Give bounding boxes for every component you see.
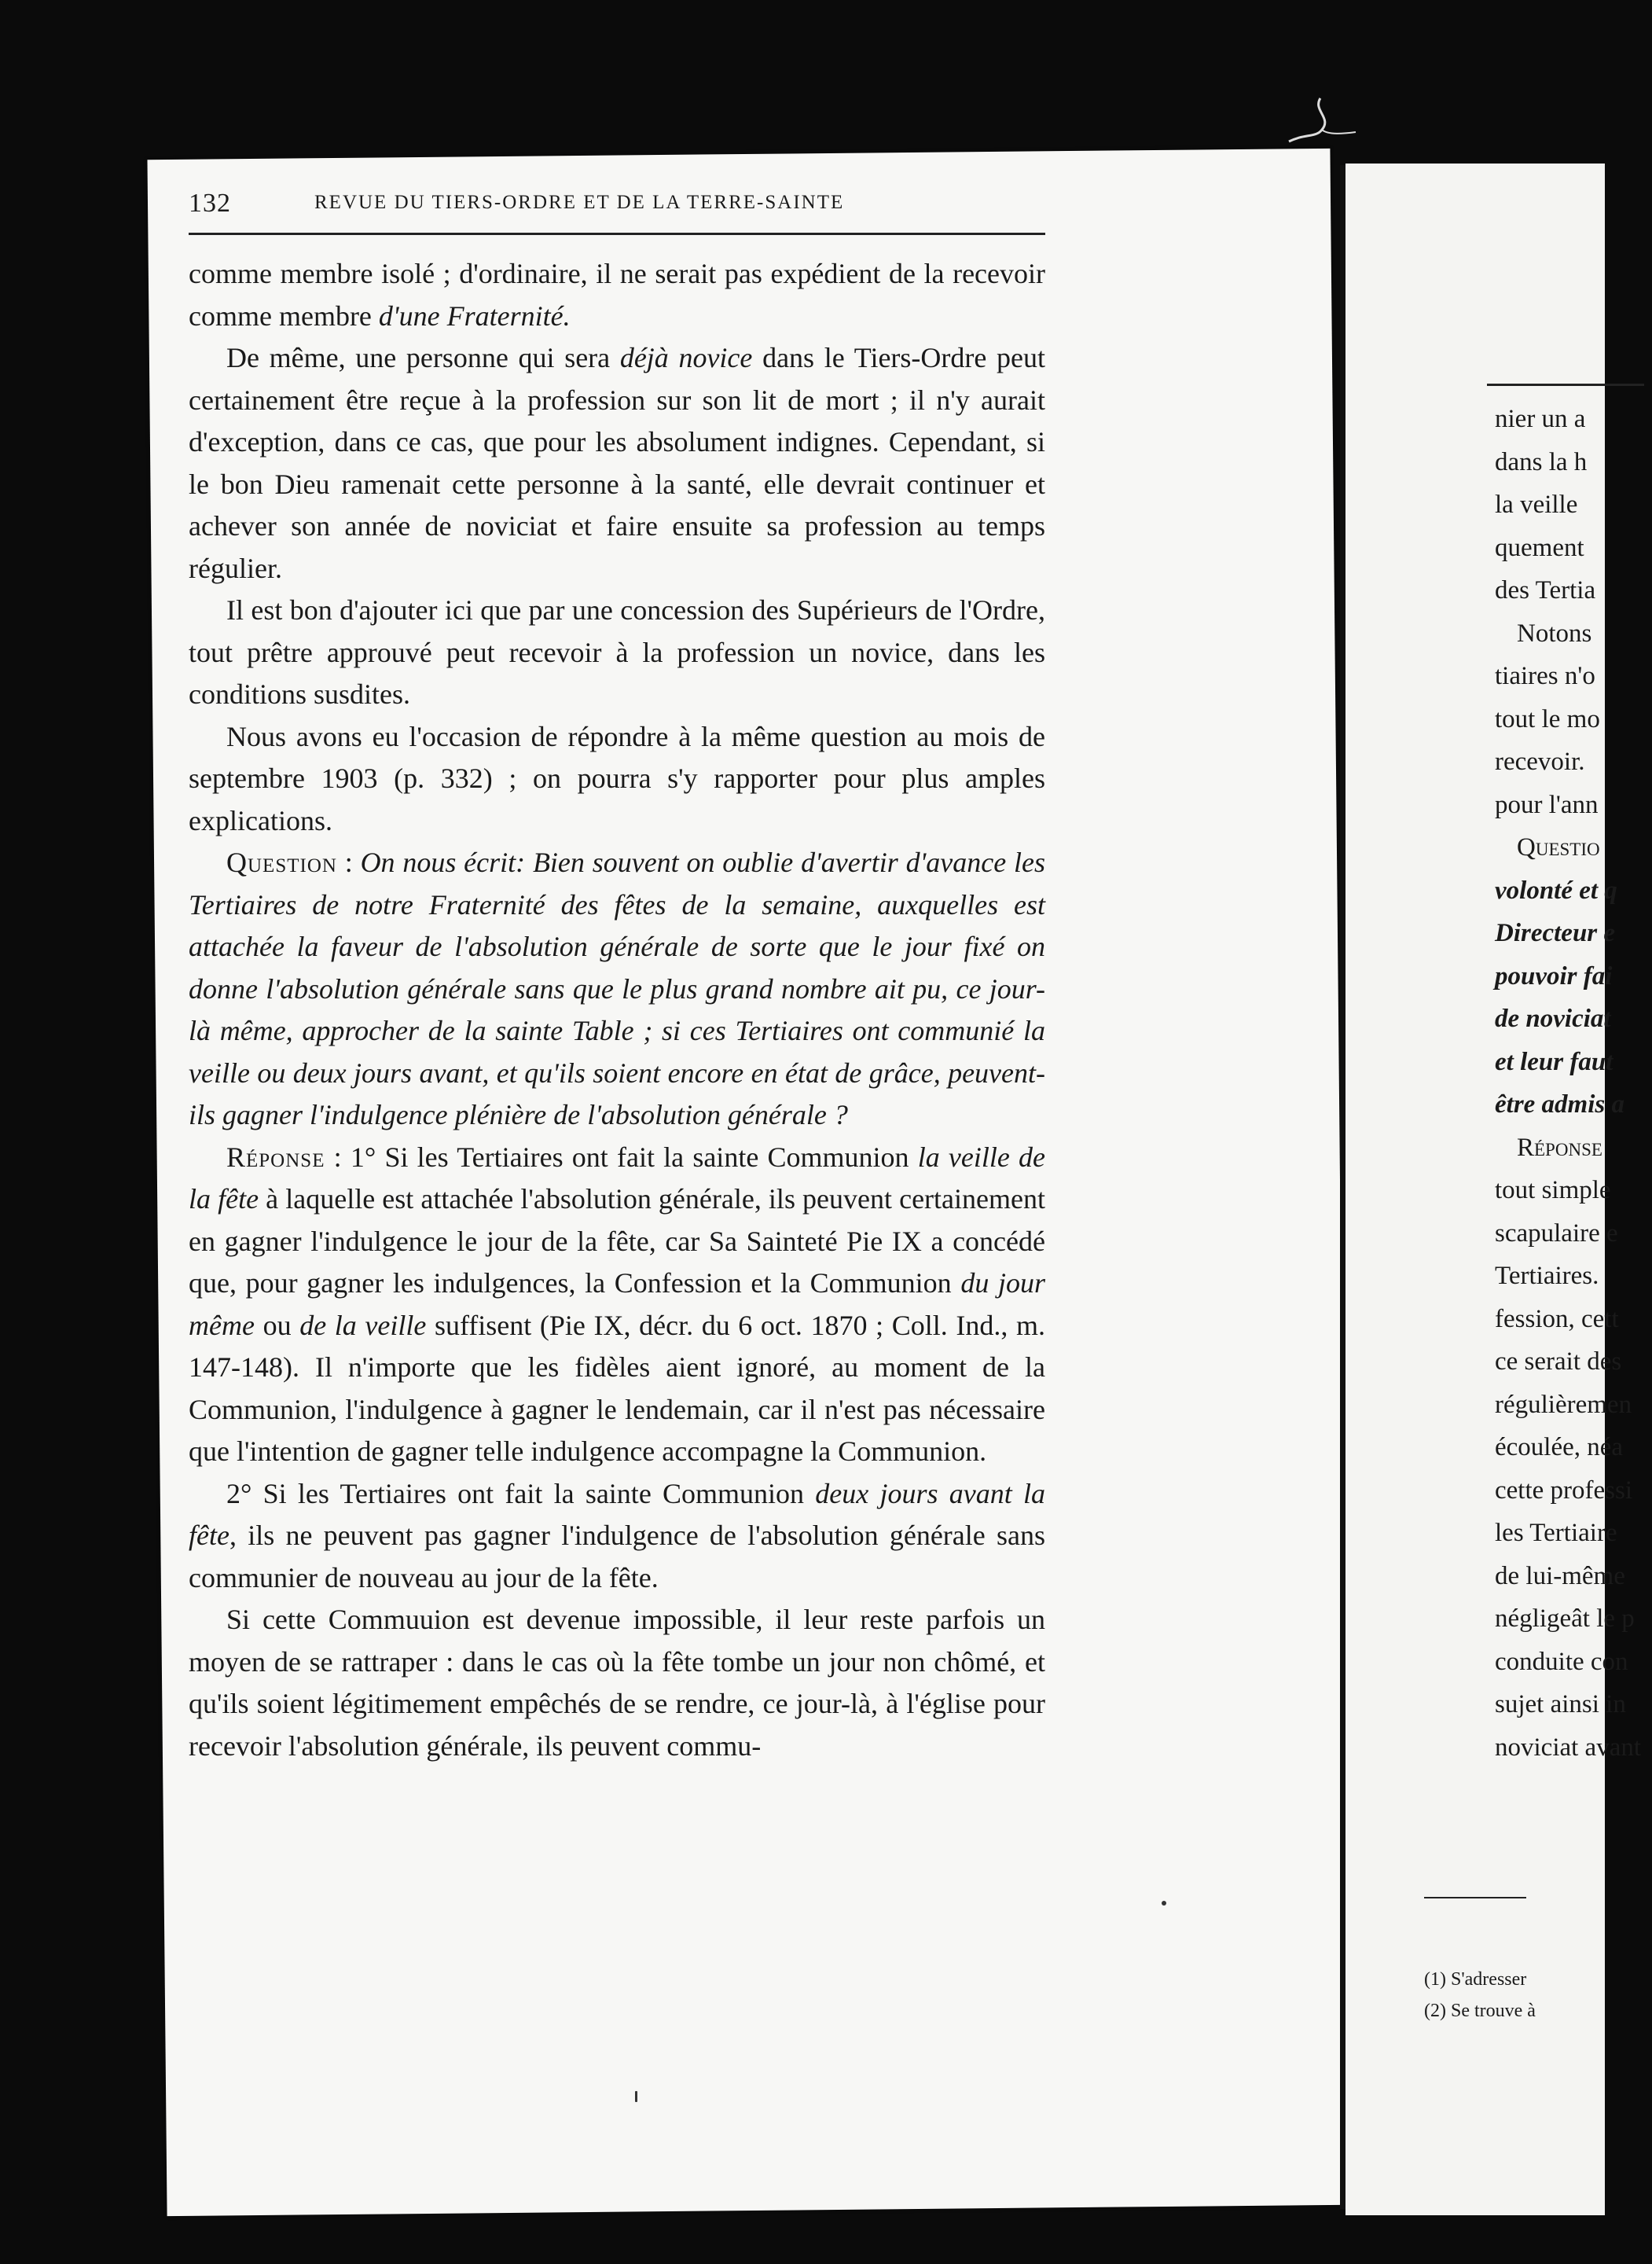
right-page-line: volonté et q [1495,876,1617,905]
header-rule [189,233,1045,235]
paragraph: Réponse : 1° Si les Tertiaires ont fait la sainte Communion la veille de la fête à laquelle est attachée l'absolution générale, ils peuvent certainement en gagner l'indulgence le jour de la fête, car Sa Sainteté Pie IX a concédé que, pour gagner les indulgences, la Confession et la Communion du jour même ou de la veille suffisent (Pie IX, décr. du 6 oct. 1870 ; Coll. Ind., m. 147-148). Il n'importe que les fidèles aient ignoré, au moment de la Communion, l'indulgence à gagner le lendemain, car il n'est pas nécessaire que l'intention de gagner telle indulgence accompagne la Communion. [189,1141,1046,1467]
right-page-line: dans la h [1495,447,1588,476]
page-number: 132 [189,189,231,218]
right-page-line: négligeât le p [1495,1604,1635,1633]
page-header [189,189,994,220]
paragraph: Il est bon d'ajouter ici que par une concession des Supérieurs de l'Ordre, tout prêtre approuvé peut recevoir à la profession un novice, dans les conditions susdites. [189,594,1045,710]
paragraph: 2° Si les Tertiaires ont fait la sainte Communion deux jours avant la fête, ils ne peuvent pas gagner l'indulgence de l'absolution générale sans communier de nouveau au jour de la fête. [189,1477,1045,1593]
right-page-line: de noviciat [1495,1005,1611,1033]
paragraph: De même, une personne qui sera déjà novice dans le Tiers-Ordre peut certainement être reçue à la profession sur son lit de mort ; il n'y aurait d'exception, dans ce cas, que pour les absolument indignes. Cependant, si le bon Dieu ramenait cette personne à la santé, elle devrait continuer et achever son année de noviciat et faire ensuite sa profession au temps régulier. [189,342,1046,584]
right-page-line: pour l'ann [1495,790,1599,819]
right-page-line: des Tertia [1495,576,1596,605]
right-page-line: ce serait des [1495,1347,1622,1376]
ink-speck [1162,1901,1166,1906]
right-page-line: être admis a [1495,1090,1624,1119]
right-page-line: conduite con [1495,1647,1628,1676]
right-page-line: quement [1495,533,1584,562]
paragraph: Si cette Commuuion est devenue impossible, il leur reste parfois un moyen de se rattraper : dans le cas où la fête tombe un jour non chômé, et qu'ils soient légitimement empêchés de se rendre, ce jour-là, à l'église pour recevoir l'absolution générale, ils peuvent commu- [189,1604,1045,1762]
right-page-line: Tertiaires. [1495,1262,1599,1290]
right-page-line: pouvoir fai [1495,961,1613,990]
right-page-line: tout simple [1495,1176,1611,1204]
paragraph: comme membre isolé ; d'ordinaire, il ne serait pas expédient de la recevoir comme membre d'une Fraternité. [189,258,1045,332]
footnote: (2) Se trouve à [1424,2001,1536,2021]
right-page-line: Réponse [1517,1133,1602,1162]
right-page-line: fession, cett [1495,1304,1619,1333]
right-page-text [1495,398,1652,1769]
right-page-line: tout le mo [1495,704,1600,733]
running-head: REVUE DU TIERS-ORDRE ET DE LA TERRE-SAINTE [314,192,845,213]
footnote-rule [1424,1897,1526,1898]
right-page-line: Notons [1517,619,1592,648]
right-page-line: nier un a [1495,405,1586,433]
paragraph: Question : On nous écrit: Bien souvent on oublie d'avertir d'avance les Tertiaires de notre Fraternité des fêtes de la semaine, auxquelles est attachée la faveur de l'absolution générale de sorte que le jour fixé on donne l'absolution générale sans que le plus grand nombre ait pu, ce jour-là même, approcher de la sainte Table ; si ces Tertiaires ont communié la veille ou deux jours avant, et qu'ils soient encore en état de grâce, peuvent-ils gagner l'indulgence plénière de l'absolution générale ? [189,847,1045,1130]
right-page-line: recevoir. [1495,748,1585,776]
left-page-body [189,253,1045,1767]
right-page-line: Directeur e [1495,919,1616,947]
right-page-line: sujet ainsi in [1495,1690,1626,1718]
right-page-line: de lui-même [1495,1561,1625,1590]
right-page-footnotes [1424,1964,1536,2027]
right-page-line: la veille [1495,491,1578,519]
right-page-line: les Tertiaire [1495,1519,1617,1547]
right-page-line: noviciat avant [1495,1733,1642,1762]
right-page [1345,164,1642,2215]
footnote: (1) S'adresser [1424,1969,1527,1990]
paragraph: Nous avons eu l'occasion de répondre à la même question au mois de septembre 1903 (p. 332) ; on pourra s'y rapporter pour plus amples explications. [189,720,1045,836]
right-page-line: cette professi [1495,1476,1633,1505]
right-page-line: écoulée, néa [1495,1433,1624,1461]
right-page-line: Questio [1517,833,1600,862]
right-page-line: régulièremen [1495,1390,1632,1419]
paperclip-icon [1273,94,1360,149]
right-page-line: scapulaire e [1495,1218,1618,1248]
ink-speck [635,2091,637,2102]
right-page-line: et leur faut [1495,1047,1613,1076]
book-gutter [1340,165,1345,2209]
right-header-rule [1487,384,1644,386]
right-page-line: tiaires n'o [1495,662,1595,690]
